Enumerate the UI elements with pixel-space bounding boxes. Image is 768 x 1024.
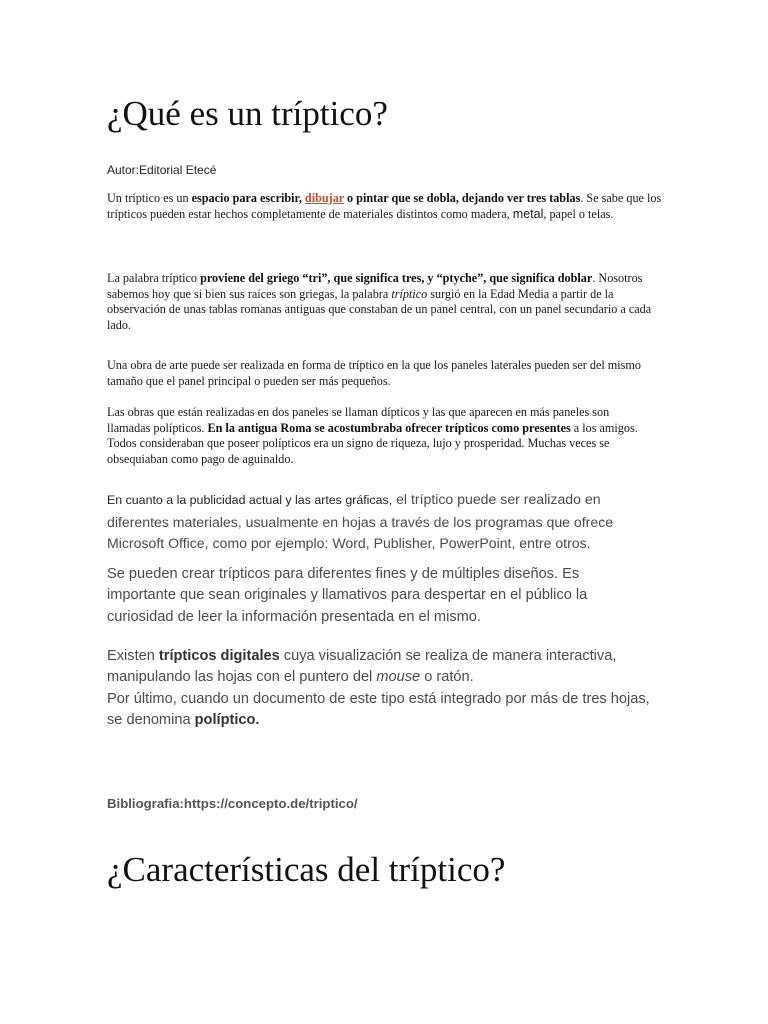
text: Por último, cuando un documento de este tipo está integrado por más de tres hojas, se denomina [107, 690, 650, 728]
paragraph-panels: Una obra de arte puede ser realizada en forma de tríptico en la que los paneles laterales pueden ser del mismo tamaño que el panel principal o pueden ser más pequeños. [107, 358, 641, 388]
paragraph-digital [107, 646, 652, 731]
text: Las obras que están realizadas en dos paneles se llaman dípticos y las que aparecen en más paneles son llamadas polípticos. [107, 405, 610, 435]
paragraph-etymology [107, 271, 663, 333]
text: La palabra tríptico [107, 271, 201, 285]
text: surgió en la Edad Media a partir de la observación de unas tablas romanas antiguas que constaban de un panel central, con un panel secundario a cada lado. [107, 286, 652, 332]
bibliography: Bibliografia:https://concepto.de/triptico/ [107, 796, 358, 811]
italic-text: tríptico [391, 286, 428, 301]
bold-text: espacio para escribir, [191, 191, 305, 205]
text: Existen [107, 648, 159, 664]
lead-text: En cuanto a la publicidad actual y las artes gráficas, [107, 493, 393, 507]
polyptych-line [107, 689, 652, 732]
text: . Nosotros sabemos hoy que si bien sus raíces son griegas, la palabra [107, 271, 643, 301]
text: o ratón. [420, 669, 474, 686]
author-line: Autor:Editorial Etecé [107, 163, 217, 177]
text: el tríptico puede ser realizado en diferentes materiales, usualmente en hojas a través de los programas que ofrece Microsoft Office, como por ejemplo: Word, Publisher, PowerPoint, entre otros. [107, 491, 614, 551]
metal-word: metal [512, 206, 544, 221]
bold-text: trípticos digitales [158, 648, 280, 664]
section-title-characteristics: ¿Características del tríptico? [107, 850, 506, 889]
paragraph-design: Se pueden crear trípticos para diferentes fines y de múltiples diseños. Es importante que sean originales y llamativos para despertar en el público la curiosidad de leer la información presentada en el mismo. [107, 566, 588, 625]
bold-text: En la antigua Roma se acostumbraba ofrecer trípticos como presentes [207, 420, 571, 435]
paragraph-definition [107, 191, 667, 222]
bold-text: o pintar que se dobla, dejando ver tres tablas [343, 191, 581, 205]
page-title: ¿Qué es un tríptico? [107, 94, 388, 133]
paragraph-history [107, 405, 652, 467]
bold-text: proviene del griego “tri”, que significa tres, y “ptyche”, que significa doblar [200, 271, 593, 285]
digital-line [107, 646, 652, 689]
text: a los amigos. Todos consideraban que poseer polípticos era un signo de riqueza, lujo y prosperidad. Muchas veces se obsequiaban como pago de aguinaldo. [107, 420, 638, 466]
bold-text: políptico. [194, 711, 260, 728]
paragraph-advertising [107, 489, 627, 555]
text: Un tríptico es un [107, 191, 192, 205]
italic-text: mouse [376, 669, 421, 686]
dibujar-link[interactable]: dibujar [304, 191, 344, 205]
text: , papel o telas. [543, 206, 614, 221]
text: . Se sabe que los trípticos pueden estar hechos completamente de materiales distintos como madera, [107, 191, 662, 221]
text: cuya visualización se realiza de manera interactiva, manipulando las hojas con el puntero del [107, 648, 617, 686]
